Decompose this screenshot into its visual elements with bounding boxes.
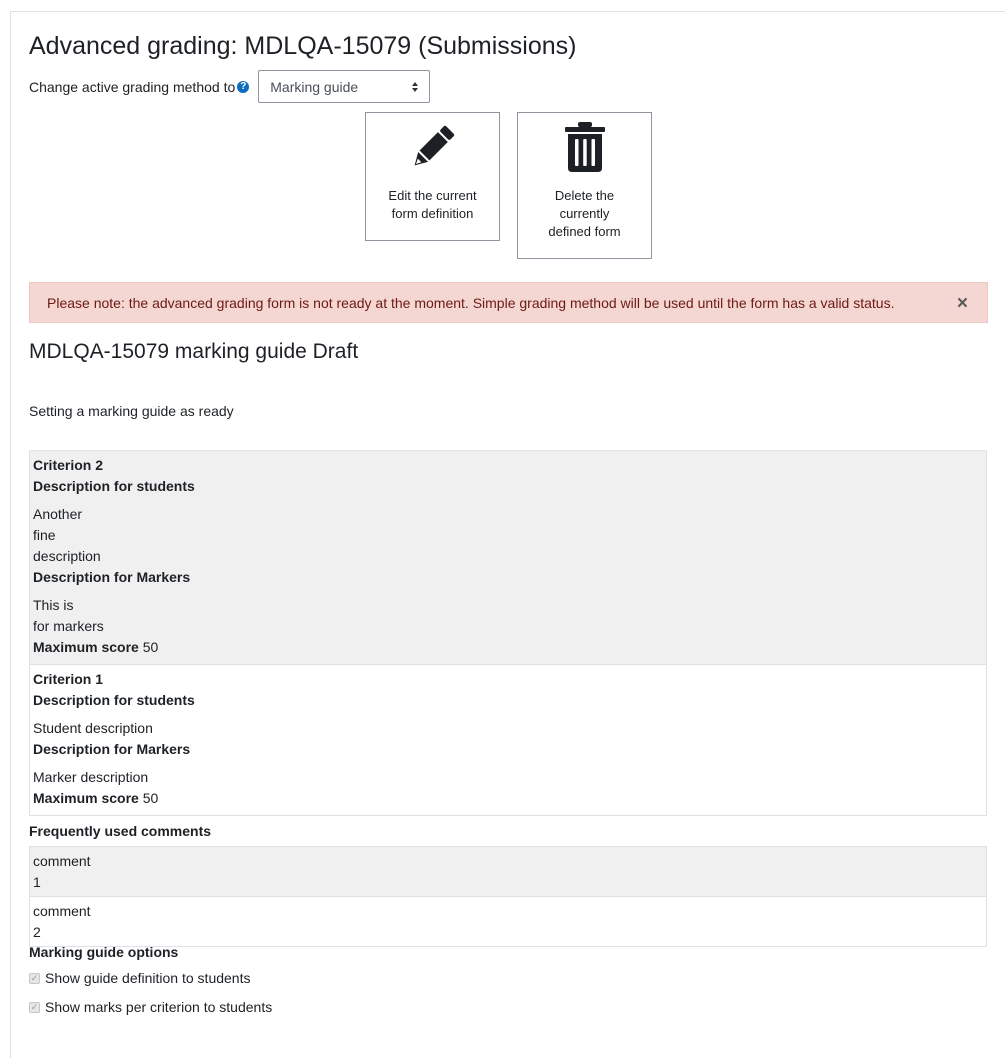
edit-form-definition-button[interactable]	[365, 112, 500, 241]
comment-row	[30, 896, 986, 946]
students-description-heading: Description for students	[33, 692, 195, 708]
students-description-line: Student description	[33, 720, 153, 736]
markers-description-line: for markers	[33, 618, 104, 634]
select-arrows-icon	[412, 82, 418, 92]
grading-method-select[interactable]	[258, 70, 430, 103]
markers-description-heading: Description for Markers	[33, 741, 191, 757]
option-show-guide-definition	[29, 970, 250, 986]
maximum-score-value: 50	[142, 639, 159, 655]
alert-message: Please note: the advanced grading form is not ready at the moment. Simple grading method will be used until the form has a valid status.	[47, 294, 895, 311]
comments-heading: Frequently used comments	[29, 823, 212, 839]
guide-description: Setting a marking guide as ready	[29, 403, 234, 419]
pencil-icon	[366, 113, 499, 173]
markers-description-heading: Description for Markers	[33, 569, 191, 585]
status-alert	[29, 282, 988, 323]
grading-method-label: Change active grading method to	[29, 78, 236, 95]
option-label: Show marks per criterion to students	[45, 999, 273, 1015]
delete-label-line3: defined form	[548, 224, 621, 239]
maximum-score-value: 50	[142, 790, 159, 806]
criterion-name: Criterion 2	[33, 457, 104, 473]
maximum-score	[33, 637, 983, 658]
delete-label-line1: Delete the	[554, 188, 615, 203]
page-title: Advanced grading: MDLQA-15079 (Submissions)	[29, 32, 577, 60]
option-show-marks-per-criterion	[29, 999, 272, 1015]
maximum-score-label: Maximum score	[33, 639, 139, 655]
markers-description-line: Marker description	[33, 769, 149, 785]
delete-label-line2: currently	[559, 206, 610, 221]
grading-method-selected: Marking guide	[270, 78, 359, 95]
markers-description-line: This is	[33, 597, 74, 613]
trash-icon	[518, 113, 651, 173]
delete-form-button[interactable]	[517, 112, 652, 259]
students-description-line: Another	[33, 506, 83, 522]
comment-line: 2	[33, 924, 41, 940]
criterion-row	[30, 451, 986, 664]
edit-label-line1: Edit the current	[388, 188, 477, 203]
edit-label-line2: form definition	[391, 206, 474, 221]
comment-line: comment	[33, 853, 91, 869]
checkbox-disabled: ✓	[30, 972, 39, 983]
comments-table	[29, 846, 987, 947]
maximum-score	[33, 788, 983, 809]
question-circle-icon[interactable]: ?	[237, 81, 249, 93]
grading-method-row	[29, 70, 430, 103]
checkbox-disabled: ✓	[30, 1001, 39, 1012]
maximum-score-label: Maximum score	[33, 790, 139, 806]
options-heading: Marking guide options	[29, 944, 179, 960]
students-description-heading: Description for students	[33, 478, 195, 494]
comment-line: comment	[33, 903, 91, 919]
criteria-table	[29, 450, 987, 816]
comment-row	[30, 847, 986, 896]
students-description-line: fine	[33, 527, 56, 543]
close-icon[interactable]: ×	[956, 293, 968, 314]
option-label: Show guide definition to students	[45, 970, 251, 986]
criterion-row	[30, 664, 986, 815]
students-description-line: description	[33, 548, 101, 564]
guide-title: MDLQA-15079 marking guide Draft	[29, 340, 359, 363]
comment-line: 1	[33, 874, 41, 890]
criterion-name: Criterion 1	[33, 671, 104, 687]
